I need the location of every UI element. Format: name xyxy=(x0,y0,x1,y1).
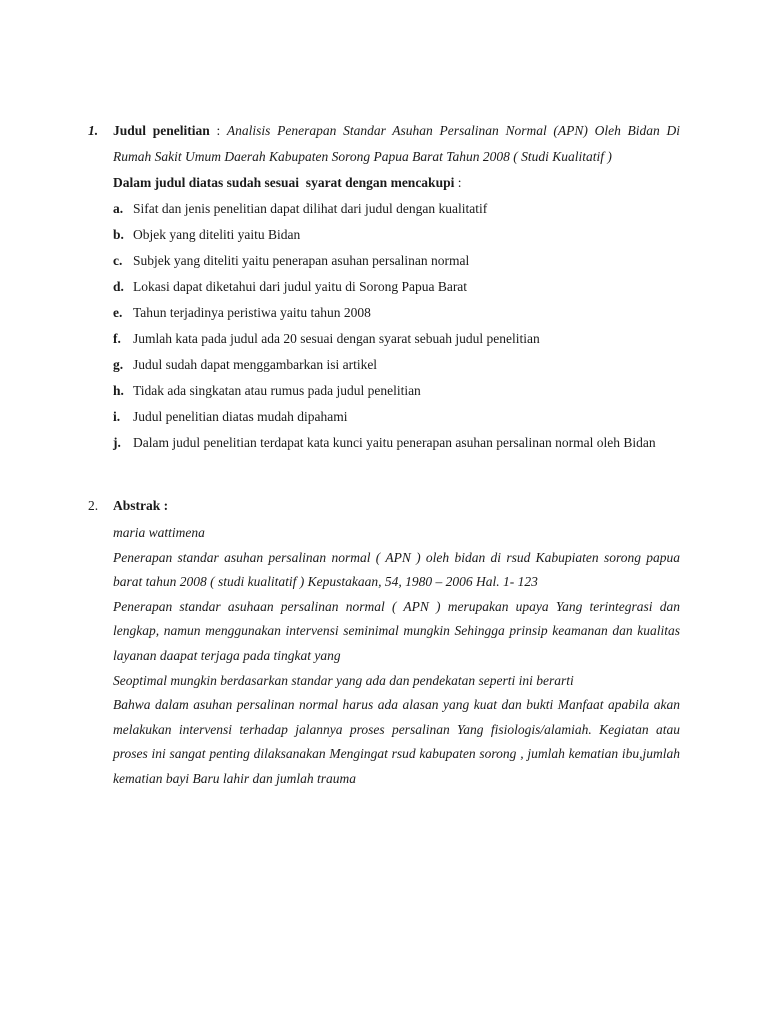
list-item xyxy=(113,352,680,378)
abstract-paragraph: Penerapan standar asuhaan persalinan normal ( APN ) merupakan upaya Yang terintegrasi dan lengkap, namun menggunakan intervensi seminimal mungkin Sehingga prinsip keamanan dan kualitas layanan daapat terjaga pada tingkat yang xyxy=(113,598,680,663)
list-item xyxy=(113,222,680,248)
list-item-letter: d. xyxy=(113,279,124,294)
list-item-letter: i. xyxy=(113,409,121,424)
list-item-letter: h. xyxy=(113,383,124,398)
list-item-letter: a. xyxy=(113,201,124,216)
list-item-letter: b. xyxy=(113,227,124,242)
abstract-paragraph: Bahwa dalam asuhan persalinan normal harus ada alasan yang kuat dan bukti Manfaat apabila akan melakukan intervensi terhadap jalannya proses persalinan Yang fisiologis/alamiah. Kegiatan atau proses ini sangat penting dilaksanakan Mengingat rsud kabupaten sorong , jumlah kematian ibu,jumlah kematian bayi Baru lahir dan jumlah trauma xyxy=(113,697,680,786)
section-marker-2: 2. xyxy=(88,498,99,513)
abstract-paragraph: Penerapan standar asuhan persalinan normal ( APN ) oleh bidan di rsud Kabupiaten sorong papua barat tahun 2008 ( studi kualitatif ) Kepustakaan, 54, 1980 – 2006 Hal. 1- 123 xyxy=(113,549,680,590)
list-item-text: Tidak ada singkatan atau rumus pada judul penelitian xyxy=(133,383,421,398)
list-item xyxy=(113,404,680,430)
list-item-text: Tahun terjadinya peristiwa yaitu tahun 2008 xyxy=(133,305,371,320)
list-item xyxy=(113,300,680,326)
abstract-paragraph: Seoptimal mungkin berdasarkan standar yang ada dan pendekatan seperti ini berarti xyxy=(113,672,574,688)
list-item-text: Lokasi dapat diketahui dari judul yaitu di Sorong Papua Barat xyxy=(133,279,468,294)
abstract-author: maria wattimena xyxy=(113,525,205,540)
list-item-text: Objek yang diteliti yaitu Bidan xyxy=(133,227,301,242)
judul-separator: : xyxy=(209,123,227,138)
list-item-text: Judul sudah dapat menggambarkan isi artikel xyxy=(133,357,378,372)
criteria-subheading-separator: : xyxy=(454,175,462,190)
criteria-list xyxy=(113,196,680,456)
section-2-body xyxy=(113,493,680,792)
section-marker-1: 1. xyxy=(88,123,99,138)
criteria-subheading xyxy=(113,170,680,196)
list-item xyxy=(113,248,680,274)
list-item xyxy=(113,196,680,222)
list-item xyxy=(113,274,680,300)
list-item-text: Sifat dan jenis penelitian dapat dilihat dari judul dengan kualitatif xyxy=(133,201,488,216)
list-item-text: Dalam judul penelitian terdapat kata kunci yaitu penerapan asuhan persalinan normal oleh Bidan xyxy=(133,435,656,450)
list-item-letter: g. xyxy=(113,357,124,372)
abstract-body xyxy=(113,521,680,792)
list-item-letter: f. xyxy=(113,331,121,346)
list-item-letter: j. xyxy=(113,435,121,450)
criteria-subheading-text: Dalam judul diatas sudah sesuai syarat dengan mencakupi xyxy=(113,175,455,190)
abstrak-heading: Abstrak : xyxy=(113,498,169,513)
list-item-letter: c. xyxy=(113,253,123,268)
list-item xyxy=(113,326,680,352)
research-title-paragraph xyxy=(113,118,680,170)
list-item-text: Judul penelitian diatas mudah dipahami xyxy=(133,409,348,424)
research-title-text: Analisis Penerapan Standar Asuhan Persalinan Normal (APN) Oleh Bidan Di Rumah Sakit Umum Daerah Kabupaten Sorong Papua Barat Tahun 2008 ( Studi Kualitatif ) xyxy=(113,123,681,164)
list-item-text: Subjek yang diteliti yaitu penerapan asuhan persalinan normal xyxy=(133,253,470,268)
section-abstrak xyxy=(88,493,680,792)
list-item-letter: e. xyxy=(113,305,123,320)
section-judul-penelitian xyxy=(88,118,680,456)
list-item xyxy=(113,378,680,404)
section-1-body xyxy=(113,118,680,456)
list-item xyxy=(113,430,680,456)
list-item-text: Jumlah kata pada judul ada 20 sesuai dengan syarat sebuah judul penelitian xyxy=(133,331,540,346)
page-content xyxy=(88,118,680,792)
judul-penelitian-label: Judul penelitian xyxy=(113,123,210,138)
